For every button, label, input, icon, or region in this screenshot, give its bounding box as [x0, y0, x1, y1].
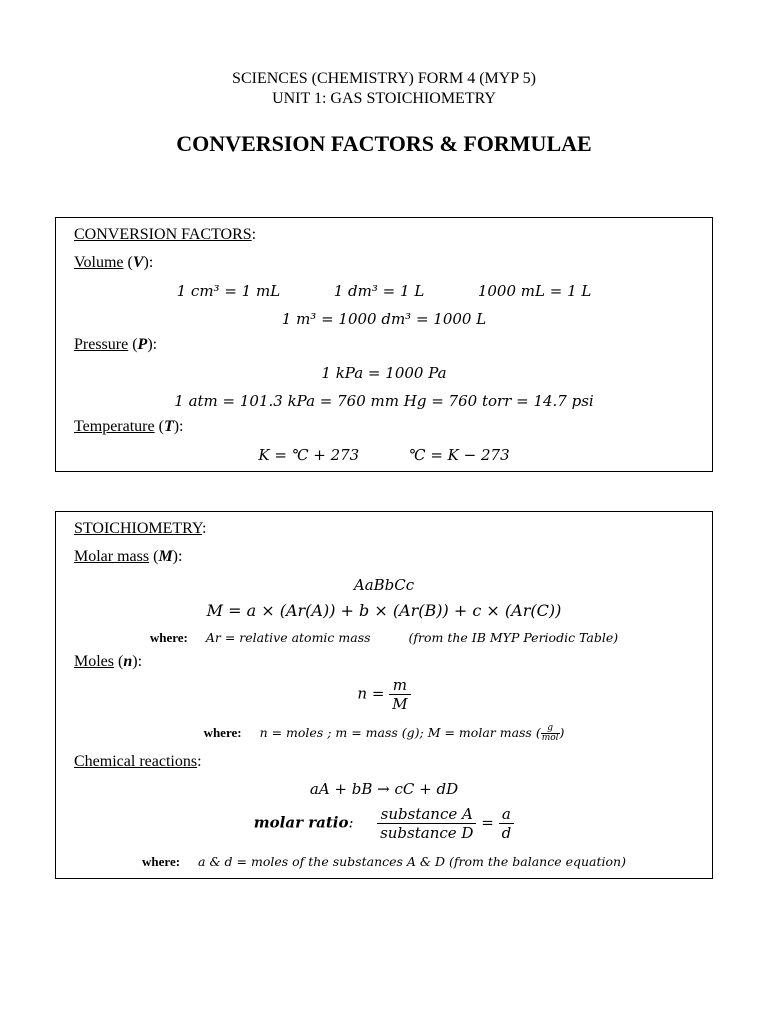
volume-equations-row2: 1 m³ = 1000 dm³ = 1000 L — [281, 310, 487, 328]
temperature-equations: K = ℃ + 273 ℃ = K − 273 — [258, 446, 510, 464]
molar-mass-label: Molar mass (M): — [74, 548, 183, 565]
conversion-heading: CONVERSION FACTORS: — [74, 226, 257, 243]
molar-mass-where: where: Ar = relative atomic mass (from the IB MYP Periodic Table) — [149, 630, 619, 645]
reaction-equation: aA + bB → cC + dD — [309, 780, 459, 798]
moles-label: Moles (n): — [74, 653, 143, 670]
reactions-label: Chemical reactions: — [74, 753, 202, 770]
moles-where: where: n = moles ; m = mass (g); M = molar mass ( $\frac{g}{\text{mol}}$ ) — [203, 723, 565, 743]
stoichiometry-heading: STOICHIOMETRY: — [74, 520, 207, 537]
stoichiometry-box — [55, 511, 713, 879]
unit-title: UNIT 1: GAS STOICHIOMETRY — [272, 90, 496, 107]
conversion-factors-box — [55, 217, 713, 472]
pressure-equation-1: 1 kPa = 1000 Pa — [321, 364, 447, 382]
volume-equations-row1: 1 cm³ = 1 mL 1 dm³ = 1 L 1000 mL = 1 L — [176, 282, 592, 300]
course-title: SCIENCES (CHEMISTRY) FORM 4 (MYP 5) — [232, 70, 536, 87]
molar-ratio-where: where: a & d = moles of the substances A & D (from the balance equation) — [142, 854, 626, 869]
volume-label: Volume (V): — [74, 254, 154, 271]
page-title: CONVERSION FACTORS & FORMULAE — [176, 131, 592, 156]
temperature-label: Temperature (T): — [74, 418, 184, 435]
pressure-equation-2: 1 atm = 101.3 kPa = 760 mm Hg = 760 torr = 14.7 psi — [174, 392, 594, 410]
generic-formula: AaBbCc — [353, 576, 415, 594]
molar-ratio-equation: molar ratio: $\frac{\text{substance A}}{\text{substance D}}$ = $\frac{a}{d}$ — [56, 805, 712, 842]
pressure-label: Pressure (P): — [74, 336, 158, 353]
moles-equation: n = $\frac{m}{M}$ — [56, 676, 712, 713]
molar-mass-equation: M = a × (Ar(A)) + b × (Ar(B)) + c × (Ar(C)) — [206, 601, 562, 620]
